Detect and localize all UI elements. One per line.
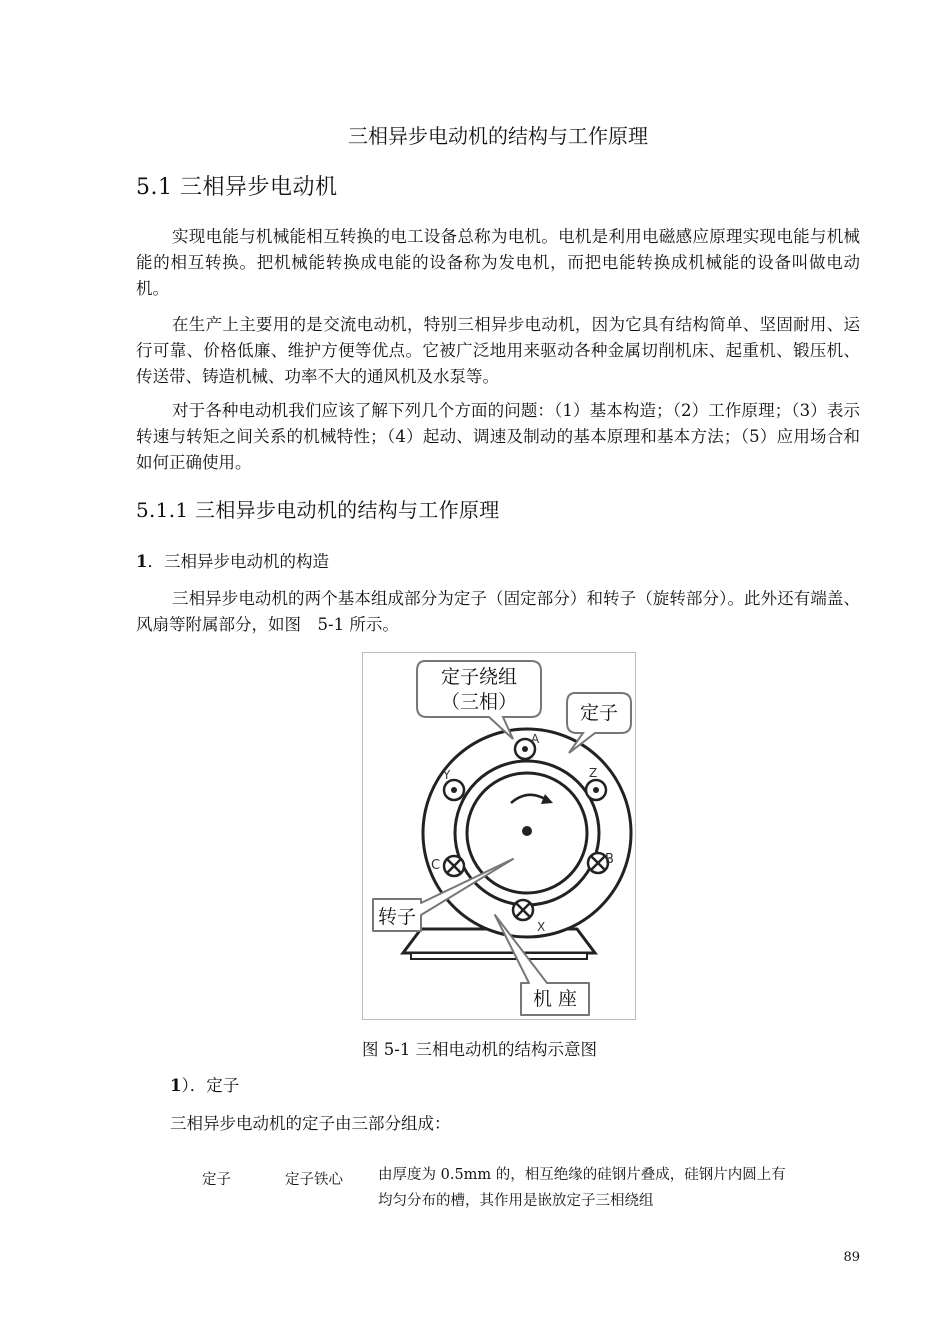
winding-C — [444, 856, 464, 876]
stator-intro: 三相异步电动机的定子由三部分组成： — [170, 1114, 451, 1133]
figure-caption: 图 5-1 三相电动机的结构示意图 — [362, 1040, 598, 1059]
callout-winding-line2: （三相） — [440, 691, 518, 713]
callout-rotor-label: 转子 — [377, 906, 417, 928]
stator-heading — [170, 1072, 239, 1096]
paragraph-3: 对于各种电动机我们应该了解下列几个方面的问题：（1）基本构造；（2）工作原理；（3）表示转速与转矩之间关系的机械特性；（4）起动、调速及制动的基本原理和基本方法；（5）应用场合和如何正确使用。 — [136, 401, 860, 472]
table-col-component: 定子铁心 — [285, 1172, 343, 1188]
motor-base-plate — [411, 953, 587, 959]
item-heading-text: ．三相异步电动机的构造 — [147, 552, 329, 571]
motor-structure-figure — [362, 652, 636, 1020]
table-col-part: 定子 — [202, 1172, 231, 1188]
label-B: B — [605, 852, 614, 867]
callout-winding-line1: 定子绕组 — [440, 666, 518, 688]
callout-stator-label: 定子 — [579, 702, 619, 724]
callout-base-label: 机 座 — [532, 988, 578, 1010]
stator-heading-text: ）．定子 — [181, 1076, 240, 1095]
winding-Y — [444, 780, 464, 800]
item-heading — [136, 548, 329, 572]
label-X: X — [537, 920, 546, 934]
section-heading: 5.1 三相异步电动机 — [136, 175, 338, 200]
page-number: 89 — [843, 1250, 860, 1265]
label-C: C — [431, 858, 441, 873]
paragraph-1: 实现电能与机械能相互转换的电工设备总称为电机。电机是利用电磁感应原理实现电能与机械能的相互转换。把机械能转换成电能的设备称为发电机，而把电能转换成机械能的设备叫做电动机。 — [136, 227, 860, 298]
table-col-description: 由厚度为 0.5mm 的，相互绝缘的硅钢片叠成，硅钢片内圆上有均匀分布的槽，其作用是嵌放定子三相绕组 — [378, 1167, 786, 1209]
paragraph-2: 在生产上主要用的是交流电动机，特别三相异步电动机，因为它具有结构简单、坚固耐用、运行可靠、价格低廉、维护方便等优点。它被广泛地用来驱动各种金属切削机床、起重机、锻压机、传送带、铸造机械、功率不大的通风机及水泵等。 — [136, 315, 860, 386]
winding-Z — [586, 780, 606, 800]
label-A: A — [531, 732, 540, 746]
item-heading-number: 1 — [136, 552, 148, 571]
construction-paragraph: 三相异步电动机的两个基本组成部分为定子（固定部分）和转子（旋转部分）。此外还有端盖、风扇等附属部分，如图 5-1 所示。 — [136, 589, 860, 634]
motor-diagram — [363, 653, 635, 1019]
winding-X — [513, 900, 533, 920]
document-title: 三相异步电动机的结构与工作原理 — [348, 124, 648, 148]
stator-heading-number: 1 — [170, 1076, 182, 1095]
subsection-heading: 5.1.1 三相异步电动机的结构与工作原理 — [136, 498, 500, 522]
label-Z: Z — [589, 766, 598, 780]
rotor-shaft-dot — [522, 826, 532, 836]
label-Y: Y — [443, 768, 451, 782]
